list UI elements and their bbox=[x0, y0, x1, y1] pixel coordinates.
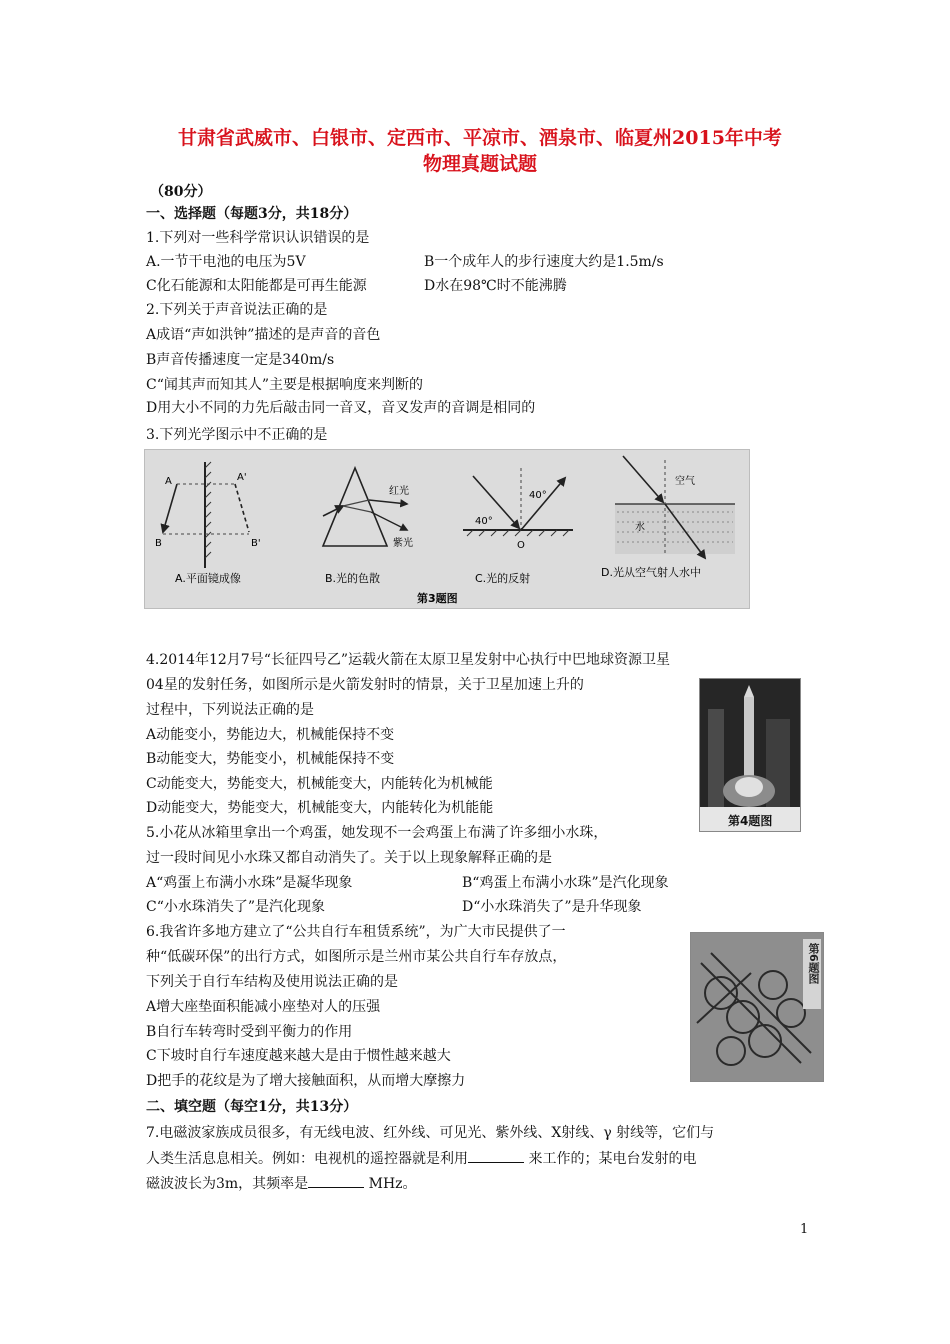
q5-option-c: C“小水珠消失了”是汽化现象 bbox=[146, 899, 326, 915]
q4-fig-caption: 第4题图 bbox=[728, 814, 773, 828]
panel-d-water: 水 bbox=[635, 522, 645, 533]
q6-stem-3: 下列关于自行车结构及使用说法正确的是 bbox=[146, 974, 398, 990]
panel-b-red-light: 红光 bbox=[389, 486, 409, 497]
q7-line-2-end: 来工作的；某电台发射的电 bbox=[524, 1151, 697, 1167]
q1-option-b: B一个成年人的步行速度大约是1.5m/s bbox=[424, 254, 664, 270]
q5-stem-2: 过一段时间见小水珠又都自动消失了。关于以上现象解释正确的是 bbox=[146, 850, 552, 866]
panel-c-point-o: O bbox=[517, 540, 525, 551]
panel-b-dispersion bbox=[323, 468, 413, 585]
q2-stem: 2.下列关于声音说法正确的是 bbox=[146, 302, 328, 318]
exam-title-line1: 甘肃省武威市、白银市、定西市、平凉市、酒泉市、临夏州2015年中考 bbox=[178, 127, 782, 149]
panel-a-plane-mirror bbox=[155, 462, 261, 585]
section-1-heading: 一、选择题（每题3分，共18分） bbox=[146, 206, 358, 222]
q3-stem: 3.下列光学图示中不正确的是 bbox=[146, 427, 328, 443]
q6-stem-1: 6.我省许多地方建立了“公共自行车租赁系统”，为广大市民提供了一 bbox=[146, 924, 566, 940]
q6-option-c: C下坡时自行车速度越来越大是由于惯性越来越大 bbox=[146, 1048, 451, 1064]
q1-stem: 1.下列对一些科学常识认识错误的是 bbox=[146, 230, 370, 246]
q5-stem-1: 5.小花从冰箱里拿出一个鸡蛋，她发现不一会鸡蛋上布满了许多细小水珠， bbox=[146, 825, 608, 841]
q6-option-a: A增大座垫面积能减小座垫对人的压强 bbox=[146, 999, 381, 1015]
panel-a-label: A.平面镜成像 bbox=[175, 572, 241, 585]
panel-b-label: B.光的色散 bbox=[325, 572, 381, 585]
section-2-heading: 二、填空题（每空1分，共13分） bbox=[146, 1099, 358, 1115]
q3-fig-caption: 第3题图 bbox=[417, 592, 458, 605]
q7-blank-1[interactable] bbox=[468, 1148, 524, 1163]
panel-d-label: D.光从空气射人水中 bbox=[601, 566, 701, 579]
panel-d-air: 空气 bbox=[675, 476, 695, 487]
q2-option-c: C“闻其声而知其人”主要是根据响度来判断的 bbox=[146, 377, 424, 393]
q6-option-b: B自行车转弯时受到平衡力的作用 bbox=[146, 1024, 353, 1040]
q7-line-3 bbox=[146, 1173, 417, 1194]
panel-a-pt-b2: B' bbox=[251, 538, 261, 549]
q2-option-d: D用大小不同的力先后敲击同一音叉，音叉发声的音调是相同的 bbox=[146, 400, 536, 416]
panel-a-pt-b: B bbox=[155, 538, 162, 549]
q6-fig-caption: 第6题图 bbox=[807, 943, 820, 984]
exam-title-line2: 物理真题试题 bbox=[422, 153, 537, 175]
q1-option-a: A.一节干电池的电压为5V bbox=[146, 254, 306, 270]
q7-blank-2[interactable] bbox=[308, 1173, 364, 1188]
q4-stem-2: 04星的发射任务，如图所示是火箭发射时的情景，关于卫星加速上升的 bbox=[146, 677, 584, 693]
panel-a-pt-a2: A' bbox=[237, 472, 247, 483]
q5-option-d: D“小水珠消失了”是升华现象 bbox=[462, 899, 642, 915]
q5-option-a: A“鸡蛋上布满小水珠”是凝华现象 bbox=[146, 875, 353, 891]
q7-line-3-start: 磁波波长为3m，其频率是 bbox=[146, 1176, 309, 1192]
q1-option-c: C化石能源和太阳能都是可再生能源 bbox=[146, 278, 367, 294]
q4-option-d: D动能变大，势能变大，机械能变大，内能转化为机能能 bbox=[146, 800, 494, 816]
q6-bicycle-photo bbox=[690, 932, 824, 1082]
q7-line-2-start: 人类生活息息相关。例如：电视机的遥控器就是利用 bbox=[146, 1151, 468, 1167]
panel-a-pt-a: A bbox=[165, 476, 172, 487]
q4-stem-1: 4.2014年12月7号“长征四号乙”运载火箭在太原卫星发射中心执行中巴地球资源卫星 bbox=[146, 652, 671, 668]
total-score: （80分） bbox=[150, 184, 212, 200]
q2-option-b: B声音传播速度一定是340m/s bbox=[146, 352, 335, 368]
q4-option-a: A动能变小，势能边大，机械能保持不变 bbox=[146, 727, 395, 743]
page-number: 1 bbox=[800, 1222, 809, 1237]
q3-optics-figure bbox=[144, 449, 750, 609]
q1-option-d: D水在98℃时不能沸腾 bbox=[424, 278, 567, 294]
panel-d-refraction bbox=[601, 456, 735, 579]
panel-c-reflection bbox=[463, 468, 573, 585]
q7-line-2 bbox=[146, 1148, 696, 1169]
q6-option-d: D把手的花纹是为了增大接触面积，从而增大摩擦力 bbox=[146, 1073, 466, 1089]
q6-stem-2: 种“低碳环保”的出行方式，如图所示是兰州市某公共自行车存放点， bbox=[146, 949, 567, 965]
panel-c-angle-reflect: 40° bbox=[529, 490, 547, 501]
q4-option-b: B动能变大，势能变小，机械能保持不变 bbox=[146, 751, 395, 767]
q7-line-1: 7.电磁波家族成员很多，有无线电波、红外线、可见光、紫外线、X射线、γ 射线等，它们与 bbox=[146, 1125, 715, 1141]
panel-c-label: C.光的反射 bbox=[475, 572, 531, 585]
q4-rocket-photo bbox=[699, 678, 801, 832]
q5-option-b: B“鸡蛋上布满小水珠”是汽化现象 bbox=[462, 875, 669, 891]
q7-line-3-end: MHz。 bbox=[364, 1176, 417, 1192]
q4-option-c: C动能变大，势能变大，机械能变大，内能转化为机械能 bbox=[146, 776, 493, 792]
q4-stem-3: 过程中，下列说法正确的是 bbox=[146, 702, 314, 718]
panel-b-violet-light: 紫光 bbox=[393, 538, 413, 549]
panel-c-angle-incident: 40° bbox=[475, 516, 493, 527]
q2-option-a: A成语“声如洪钟”描述的是声音的音色 bbox=[146, 327, 381, 343]
